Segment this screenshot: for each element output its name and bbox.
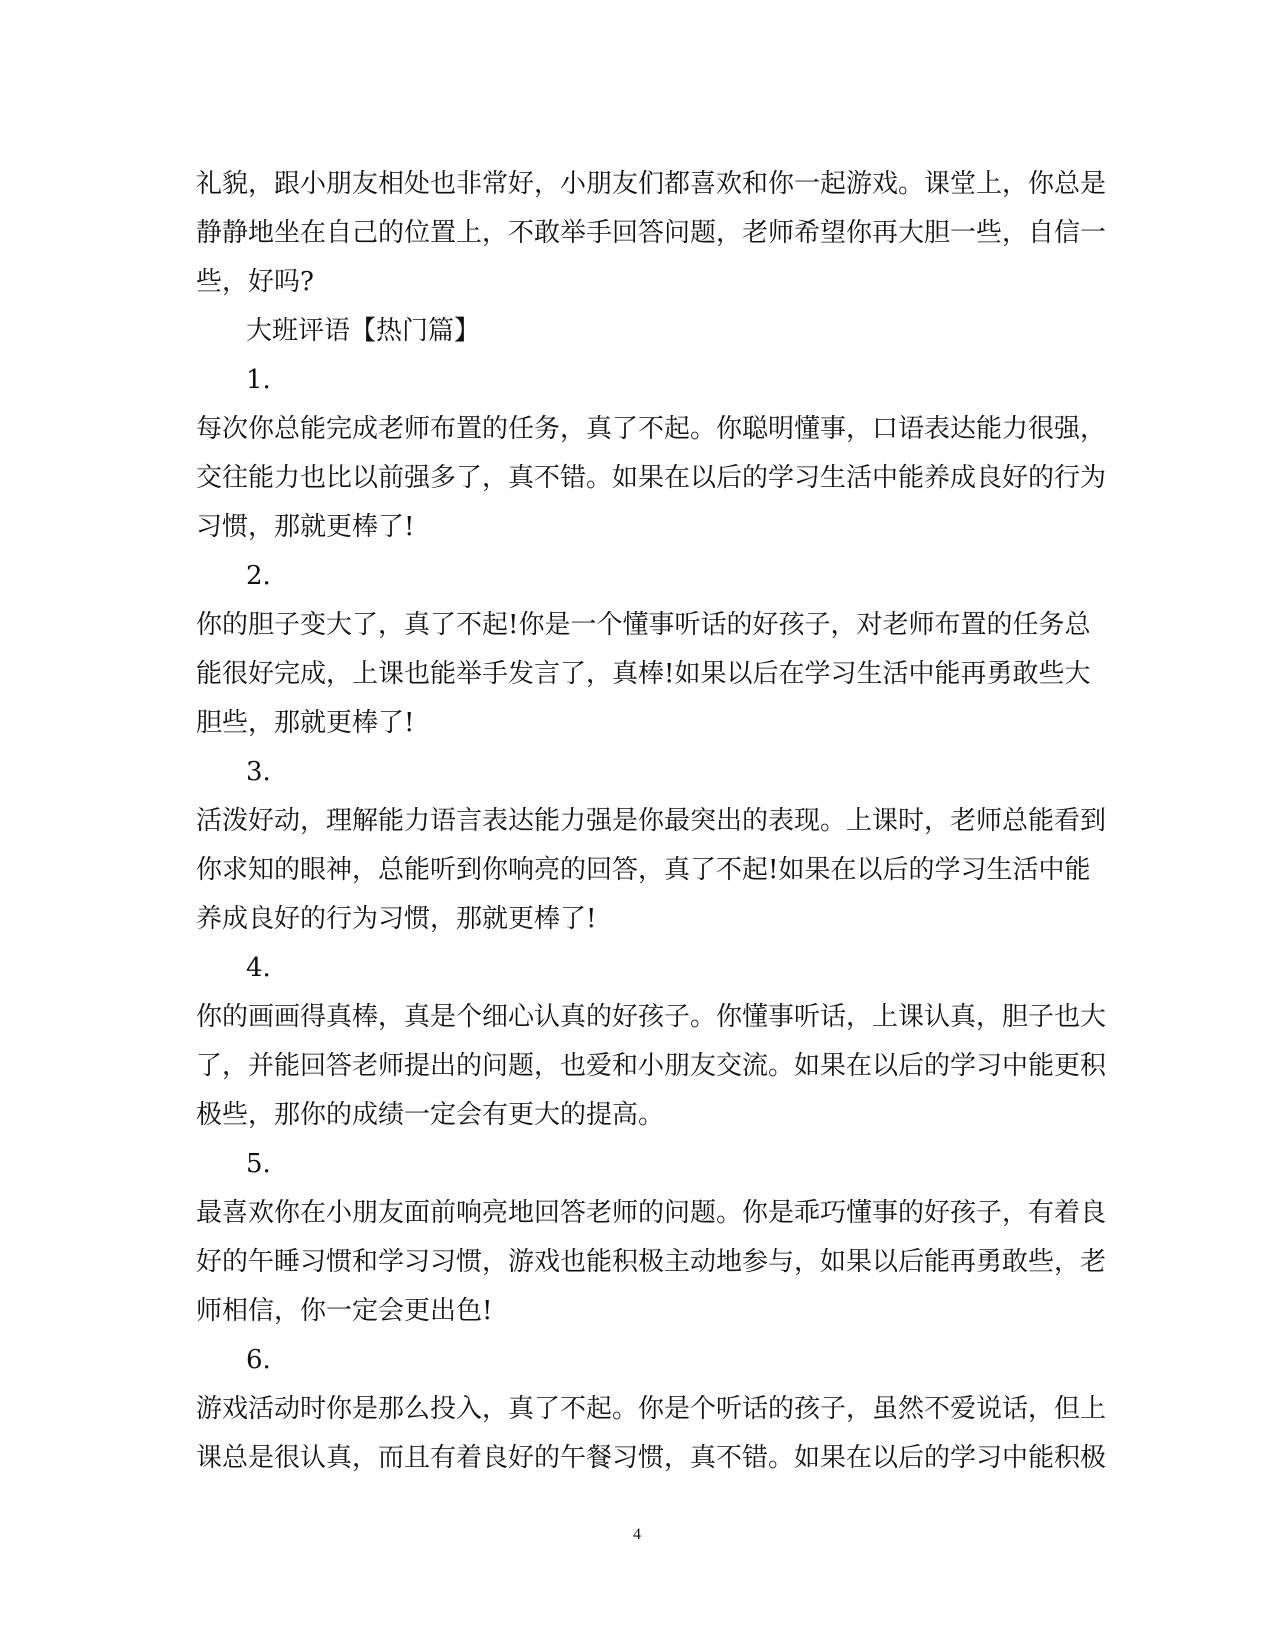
paragraph-line: 每次你总能完成老师布置的任务，真了不起。你聪明懂事，口语表达能力很强， — [196, 414, 1107, 444]
page-number: 4 — [633, 1526, 641, 1543]
paragraph-line: 课总是很认真，而且有着良好的午餐习惯，真不错。如果在以后的学习中能积极 — [196, 1443, 1107, 1473]
item-number: 6. — [246, 1345, 271, 1375]
comment-item — [196, 944, 1107, 1140]
paragraph-line: 好的午睡习惯和学习习惯，游戏也能积极主动地参与，如果以后能再勇敢些，老 — [196, 1247, 1107, 1277]
item-number: 3. — [246, 757, 271, 787]
paragraph-line: 极些，那你的成绩一定会有更大的提高。 — [196, 1100, 665, 1130]
paragraph-line: 能很好完成，上课也能举手发言了，真棒!如果以后在学习生活中能再勇敢些大 — [196, 659, 1091, 689]
paragraph-line: 师相信，你一定会更出色! — [196, 1296, 493, 1326]
paragraph-line: 你求知的眼神，总能听到你响亮的回答，真了不起!如果在以后的学习生活中能 — [196, 855, 1091, 885]
item-number: 4. — [246, 953, 271, 983]
intro-paragraph — [196, 160, 1107, 307]
paragraph-line: 你的胆子变大了，真了不起!你是一个懂事听话的好孩子，对老师布置的任务总 — [196, 610, 1091, 640]
paragraph-line: 最喜欢你在小朋友面前响亮地回答老师的问题。你是乖巧懂事的好孩子，有着良 — [196, 1198, 1107, 1228]
comment-item — [196, 748, 1107, 944]
paragraph-line: 静静地坐在自己的位置上，不敢举手回答问题，老师希望你再大胆一些，自信一 — [196, 218, 1107, 248]
paragraph-line: 交往能力也比以前强多了，真不错。如果在以后的学习生活中能养成良好的行为 — [196, 463, 1107, 493]
section-heading: 大班评语【热门篇】 — [246, 316, 481, 346]
item-number: 2. — [246, 561, 271, 591]
comment-item — [196, 1140, 1107, 1336]
paragraph-line: 胆些，那就更棒了! — [196, 708, 415, 738]
item-number: 1. — [246, 365, 271, 395]
paragraph-line: 活泼好动，理解能力语言表达能力强是你最突出的表现。上课时，老师总能看到 — [196, 806, 1107, 836]
comment-item — [196, 356, 1107, 552]
comment-item — [196, 552, 1091, 748]
document-body — [196, 160, 1107, 1483]
comment-item — [196, 1336, 1107, 1483]
paragraph-line: 养成良好的行为习惯，那就更棒了! — [196, 904, 597, 934]
item-number: 5. — [246, 1149, 271, 1179]
paragraph-line: 礼貌，跟小朋友相处也非常好，小朋友们都喜欢和你一起游戏。课堂上，你总是 — [196, 169, 1107, 199]
paragraph-line: 了，并能回答老师提出的问题，也爱和小朋友交流。如果在以后的学习中能更积 — [196, 1051, 1107, 1081]
paragraph-line: 习惯，那就更棒了! — [196, 512, 415, 542]
paragraph-line: 你的画画得真棒，真是个细心认真的好孩子。你懂事听话，上课认真，胆子也大 — [196, 1002, 1107, 1032]
paragraph-line: 些，好吗? — [196, 267, 314, 297]
paragraph-line: 游戏活动时你是那么投入，真了不起。你是个听话的孩子，虽然不爱说话，但上 — [196, 1394, 1107, 1424]
